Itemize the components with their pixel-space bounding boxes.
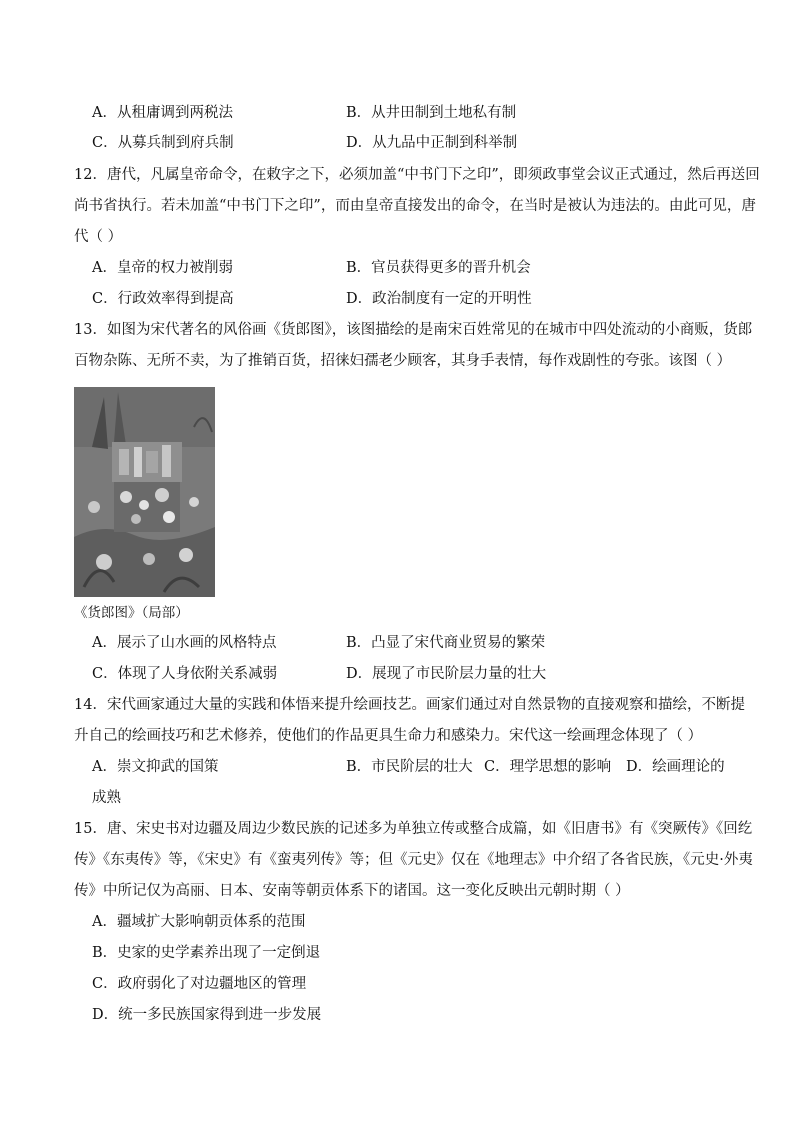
- q15-option-c: C．政府弱化了对边疆地区的管理: [92, 976, 307, 992]
- q13-option-d: D．展现了市民阶层力量的壮大: [346, 666, 547, 682]
- q15-text-line-2: 传》《东夷传》等，《宋史》有《蛮夷列传》等；但《元史》仅在《地理志》中介绍了各省民族，《元史·外夷: [74, 852, 753, 868]
- q14-text-line-2: 升自己的绘画技巧和艺术修养，使他们的作品更具生命力和感染力。宋代这一绘画理念体现了（ ）: [74, 728, 703, 744]
- q15-option-a: A．疆域扩大影响朝贡体系的范围: [92, 914, 306, 930]
- q13-option-a: A．展示了山水画的风格特点: [92, 635, 277, 651]
- q11-option-b: B．从井田制到土地私有制: [346, 105, 517, 121]
- q13-text-line-1: 13．如图为宋代著名的风俗画《货郎图》，该图描绘的是南宋百姓常见的在城市中四处流动的小商贩，货郎: [74, 322, 753, 338]
- q13-text-line-2: 百物杂陈、无所不卖，为了推销百货，招徕妇孺老少顾客，其身手表情，每作戏剧性的夸张。该图（ ）: [74, 353, 732, 369]
- q14-option-d-continued: 成熟: [92, 790, 121, 806]
- q12-option-b: B．官员获得更多的晋升机会: [346, 260, 531, 276]
- q11-option-a: A．从租庸调到两税法: [92, 105, 233, 121]
- q14-option-c: C．理学思想的影响: [484, 759, 612, 775]
- q12-option-a: A．皇帝的权力被削弱: [92, 260, 233, 276]
- q13-option-c: C．体现了人身依附关系减弱: [92, 666, 278, 682]
- q14-option-b: B．市民阶层的壮大: [346, 759, 473, 775]
- q14-option-a: A．崇文抑武的国策: [92, 759, 219, 775]
- q13-option-b: B．凸显了宋代商业贸易的繁荣: [346, 635, 546, 651]
- huolangtu-painting-image: [74, 387, 215, 597]
- q15-text-line-1: 15．唐、宋史书对边疆及周边少数民族的记述多为单独立传或整合成篇，如《旧唐书》有《突厥传》《回纥: [74, 821, 753, 837]
- q12-text-line-2: 尚书省执行。若未加盖“中书门下之印”，而由皇帝直接发出的命令，在当时是被认为违法的。由此可见，唐: [74, 198, 756, 214]
- q12-option-c: C．行政效率得到提高: [92, 291, 234, 307]
- q11-option-c: C．从募兵制到府兵制: [92, 135, 234, 151]
- q12-text-line-3: 代（ ）: [74, 229, 123, 245]
- q15-option-b: B．史家的史学素养出现了一定倒退: [92, 945, 321, 961]
- painting-illustration: [74, 387, 215, 597]
- figure-caption: 《货郎图》（局部）: [74, 605, 189, 621]
- q14-option-d: D．绘画理论的: [626, 759, 725, 775]
- q12-text-line-1: 12．唐代，凡属皇帝命令，在敕字之下，必须加盖“中书门下之印”，即须政事堂会议正式通过，然后再送回: [74, 167, 760, 183]
- q14-text-line-1: 14．宋代画家通过大量的实践和体悟来提升绘画技艺。画家们通过对自然景物的直接观察和描绘，不断提: [74, 697, 745, 713]
- q12-option-d: D．政治制度有一定的开明性: [346, 291, 532, 307]
- q15-option-d: D．统一多民族国家得到进一步发展: [92, 1007, 322, 1023]
- q15-text-line-3: 传》中所记仅为高丽、日本、安南等朝贡体系下的诸国。这一变化反映出元朝时期（ ）: [74, 883, 630, 899]
- q11-option-d: D．从九品中正制到科举制: [346, 135, 518, 151]
